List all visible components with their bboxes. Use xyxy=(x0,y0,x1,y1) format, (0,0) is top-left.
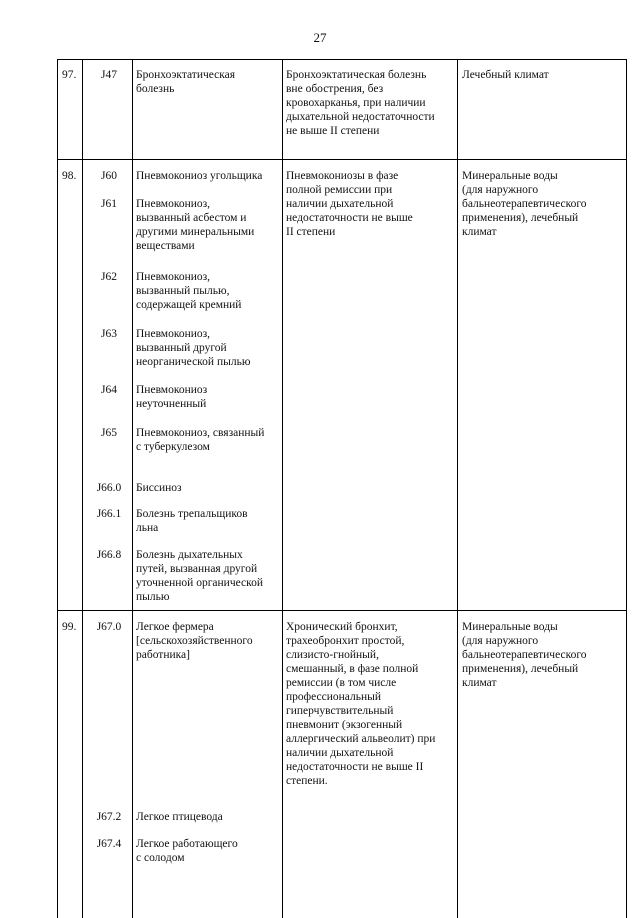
diagnosis-name: Болезнь трепальщиков льна xyxy=(136,508,248,534)
diagnosis-name: Пневмокониоз, вызванный другой неорганической пылью xyxy=(136,328,251,368)
page-number: 27 xyxy=(313,30,327,45)
resort-factor-text: Минеральные воды (для наружного бальнеотерапевтического применения), лечебный климат xyxy=(462,621,587,689)
diagnosis-name: Пневмокониоз неуточненный xyxy=(136,384,208,410)
icd-code: J67.4 xyxy=(96,838,122,850)
row-divider xyxy=(57,159,627,160)
column-divider xyxy=(82,59,83,918)
diagnosis-name: Пневмокониоз, вызванный пылью, содержащей кремний xyxy=(136,271,242,311)
condition-text: Бронхоэктатическая болезнь вне обострения, без кровохарканья, при наличии дыхательной недостаточности не выше II степени xyxy=(286,69,435,137)
icd-code: J61 xyxy=(101,198,117,210)
resort-factor-text: Лечебный климат xyxy=(462,69,549,81)
icd-code: J67.0 xyxy=(96,621,122,633)
icd-code: J63 xyxy=(101,328,117,340)
icd-code: J66.0 xyxy=(96,482,122,494)
row-number: 97. xyxy=(62,69,77,81)
icd-code: J67.2 xyxy=(96,811,122,823)
diagnosis-name: Легкое птицевода xyxy=(136,811,223,823)
icd-code: J62 xyxy=(101,271,117,283)
diagnosis-name: Пневмокониоз, связанный с туберкулезом xyxy=(136,427,265,453)
row-divider xyxy=(57,610,627,611)
icd-code: J64 xyxy=(101,384,117,396)
icd-code: J65 xyxy=(101,427,117,439)
icd-code: J66.8 xyxy=(96,549,122,561)
condition-text: Пневмокониозы в фазе полной ремиссии при наличии дыхательной недостаточности не выше II степени xyxy=(286,170,413,238)
diagnosis-name: Биссиноз xyxy=(136,482,182,494)
icd-code: J47 xyxy=(101,69,117,81)
diagnosis-name: Легкое фермера [сельскохозяйственного работника] xyxy=(136,621,253,661)
diagnosis-name: Пневмокониоз, вызванный асбестом и другими минеральными веществами xyxy=(136,198,255,252)
row-number: 98. xyxy=(62,170,77,182)
diagnosis-name: Пневмокониоз угольщика xyxy=(136,170,263,182)
row-number: 99. xyxy=(62,621,77,633)
column-divider xyxy=(457,59,458,918)
condition-text: Хронический бронхит, трахеобронхит простой, слизисто-гнойный, смешанный, в фазе полной ремиссии (в том числе профессиональный гиперчувствительный пневмонит (экзогенный аллергический альвеолит) при наличии дыхательной недостаточности не выше II степени. xyxy=(286,621,436,787)
icd-code: J60 xyxy=(101,170,117,182)
diagnosis-name: Бронхоэктатическая болезнь xyxy=(136,69,236,95)
diagnosis-name: Легкое работающего с солодом xyxy=(136,838,238,864)
diagnosis-name: Болезнь дыхательных путей, вызванная другой уточненной органической пылью xyxy=(136,549,264,603)
icd-code: J66.1 xyxy=(96,508,122,520)
resort-factor-text: Минеральные воды (для наружного бальнеотерапевтического применения), лечебный климат xyxy=(462,170,587,238)
column-divider xyxy=(282,59,283,918)
